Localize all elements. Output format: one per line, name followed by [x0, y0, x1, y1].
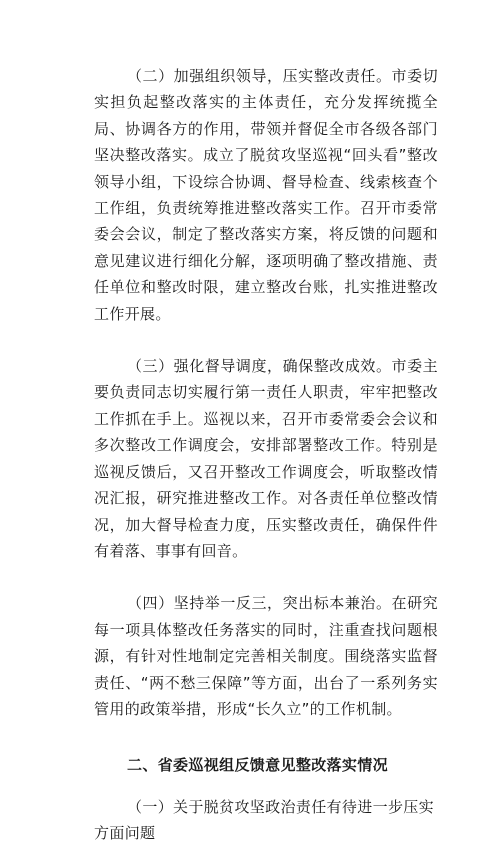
- subsection-heading: （一）关于脱贫攻坚政治责任有待进一步压实方面问题: [94, 798, 435, 843]
- section-heading: 二、省委巡视组反馈意见整改落实情况: [127, 756, 388, 775]
- paragraph-root-cause-treatment: （四）坚持举一反三，突出标本兼治。在研究每一项具体整改任务落实的同时，注重查找问题根源，有针对性地制定完善相关制度。围绕落实监督责任、“两不愁三保障”等方面，出台了一系列务实管用的政策举措，形成“长久立”的工作机制。: [94, 594, 438, 718]
- paragraph-supervision-dispatch: （三）强化督导调度，确保整改成效。市委主要负责同志切实履行第一责任人职责，牢牢把整改工作抓在手上。巡视以来，召开市委常委会会议和多次整改工作调度会，安排部署整改工作。特别是巡视反馈后，又召开整改工作调度会，听取整改情况汇报，研究推进整改工作。对各责任单位整改情况，加大督导检查力度，压实整改责任，确保件件有着落、事事有回音。: [94, 357, 438, 560]
- paragraph-organization-leadership: （二）加强组织领导，压实整改责任。市委切实担负起整改落实的主体责任，充分发挥统揽全局、协调各方的作用，带领并督促全市各级各部门坚决整改落实。成立了脱贫攻坚巡视“回头看”整改领导小组，下设综合协调、督导检查、线索核查个工作组，负责统筹推进整改落实工作。召开市委常委会会议，制定了整改落实方案，将反馈的问题和意见建议进行细化分解，逐项明确了整改措施、责任单位和整改时限，建立整改台账，扎实推进整改工作开展。: [94, 67, 438, 323]
